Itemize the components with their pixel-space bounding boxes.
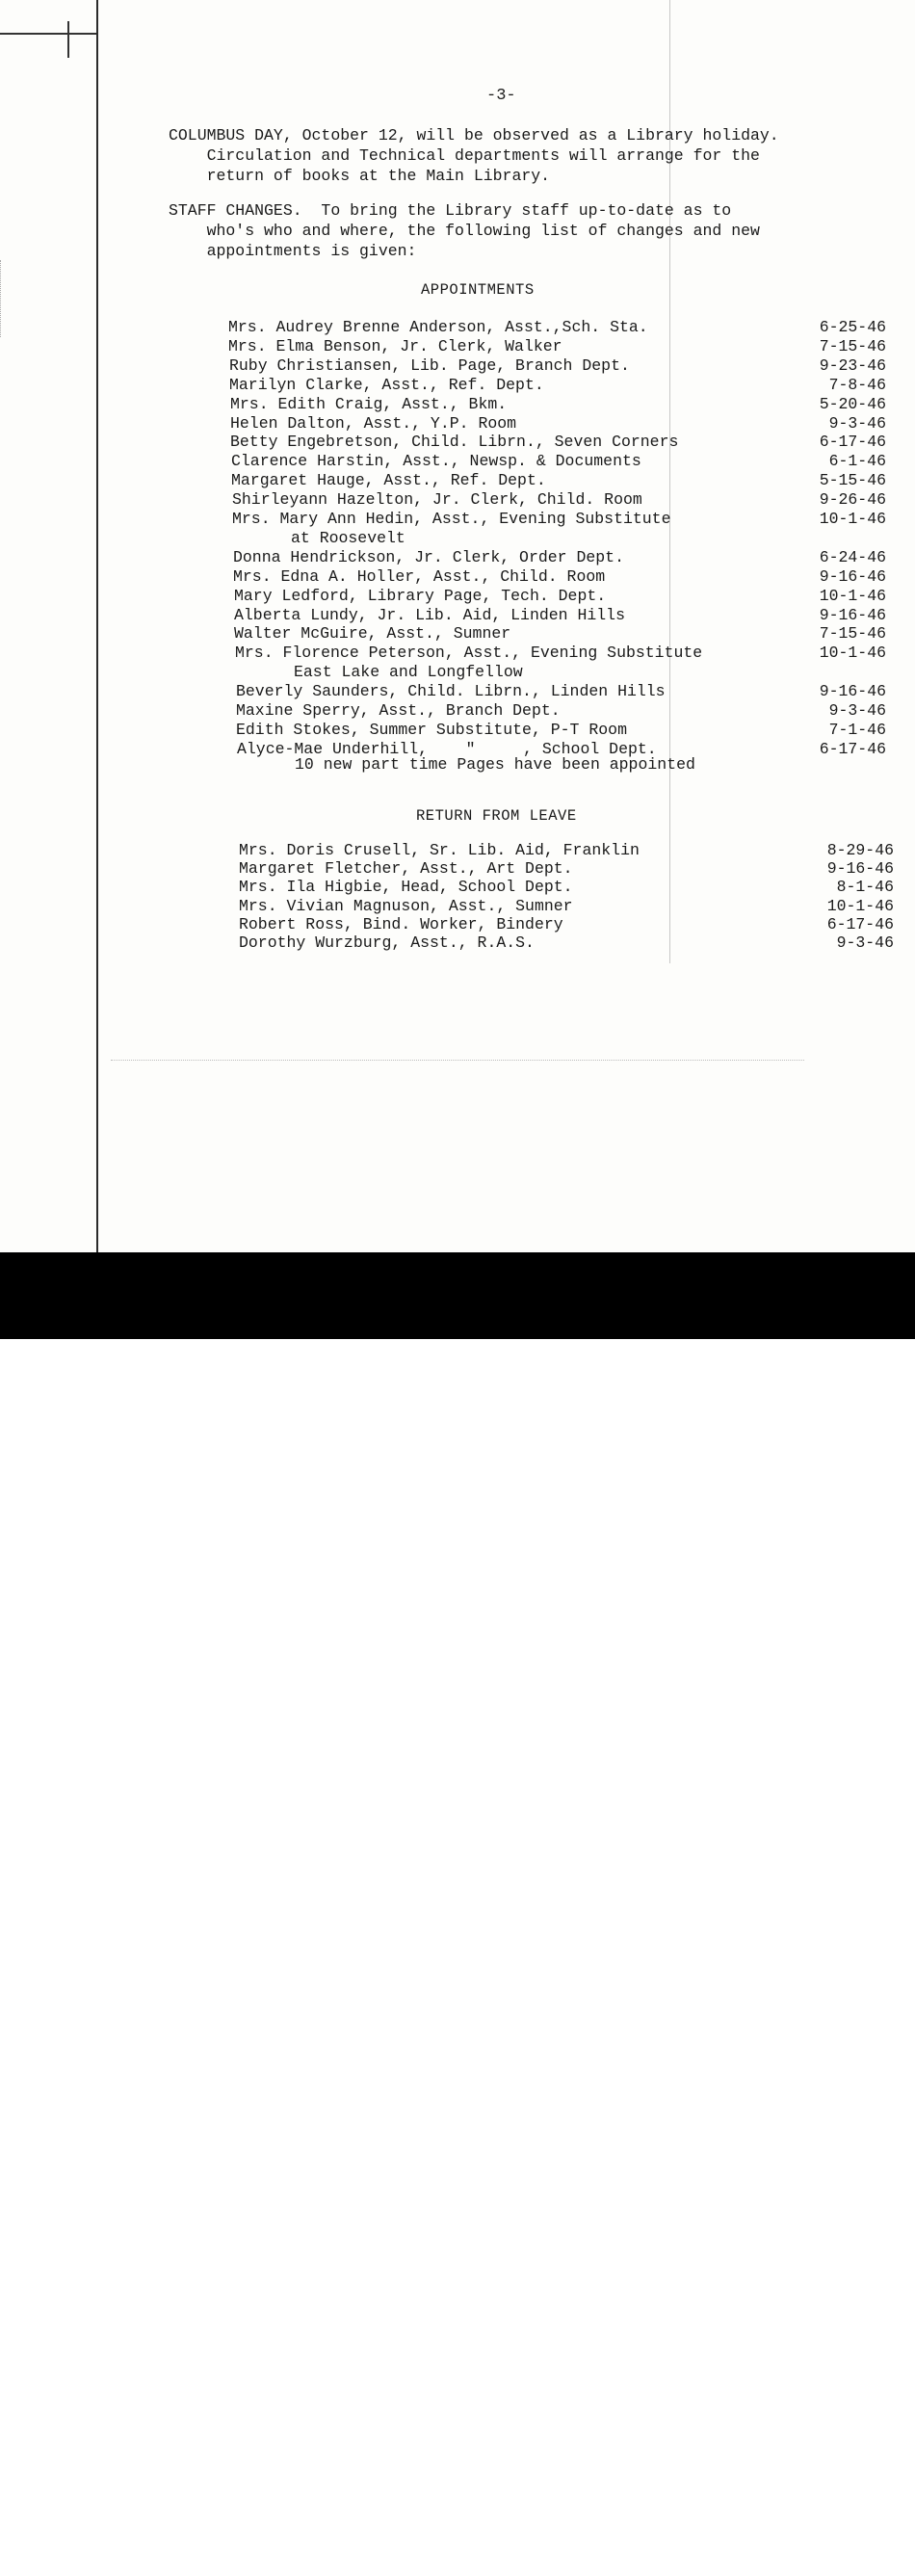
leave-entry-date: 8-1-46 (836, 878, 894, 897)
appointment-name: Beverly Saunders, Child. Librn., Linden Hills (236, 682, 666, 701)
leave-entry-date: 9-16-46 (826, 859, 894, 879)
appointment-date: 6-24-46 (819, 547, 886, 566)
appointment-date: 9-3-46 (828, 701, 886, 720)
appointment-name: Edith Stokes, Summer Substitute, P-T Room (236, 720, 627, 739)
leave-entry-name: Mrs. Doris Crusell, Sr. Lib. Aid, Franklin (239, 841, 640, 859)
appointment-name: Mrs. Elma Benson, Jr. Clerk, Walker (228, 336, 562, 355)
appointment-date: 9-16-46 (819, 566, 886, 586)
appointment-name: Shirleyann Hazelton, Jr. Clerk, Child. Room (232, 490, 642, 510)
binding-line (96, 0, 98, 1252)
document-page (0, 0, 915, 1252)
appointment-date: 9-16-46 (819, 605, 886, 624)
paragraph-line: Circulation and Technical departments will arrange for the (169, 146, 760, 165)
appointment-name: Betty Engebretson, Child. Librn., Seven Corners (230, 433, 679, 452)
appointment-date: 9-16-46 (819, 682, 886, 701)
appointment-name: Maxine Sperry, Asst., Branch Dept. (236, 701, 561, 720)
leave-entry-date: 9-3-46 (836, 933, 894, 952)
watermark-footer-bar (0, 1252, 915, 2576)
appointment-date: 7-8-46 (828, 375, 886, 394)
page-number: -3- (486, 87, 516, 105)
appointment-date: 10-1-46 (819, 510, 886, 528)
leave-entry-name: Margaret Fletcher, Asst., Art Dept. (239, 859, 573, 879)
appointment-name: Clarence Harstin, Asst., Newsp. & Documents (231, 452, 641, 471)
leave-entry-date: 10-1-46 (826, 896, 894, 915)
appointment-date: 9-3-46 (828, 413, 886, 433)
appointment-date: 6-17-46 (819, 433, 886, 452)
appointment-date: 6-1-46 (828, 452, 886, 471)
paragraph-line: appointments is given: (169, 242, 417, 260)
paragraph-line: COLUMBUS DAY, October 12, will be observed as a Library holiday. (169, 126, 779, 145)
leave-entry-date: 6-17-46 (826, 914, 894, 933)
appointment-continuation: at Roosevelt (291, 528, 405, 547)
appointment-name: Mrs. Florence Peterson, Asst., Evening Substitute (235, 644, 703, 663)
appointment-name: Helen Dalton, Asst., Y.P. Room (230, 413, 517, 433)
appointment-name: Marilyn Clarke, Asst., Ref. Dept. (229, 375, 544, 394)
appointment-date: 6-17-46 (819, 739, 886, 758)
appointment-date: 10-1-46 (819, 644, 886, 663)
appointment-name: Mary Ledford, Library Page, Tech. Dept. (234, 586, 607, 605)
edge-marks (0, 260, 30, 337)
appointments-note: 10 new part time Pages have been appointed (295, 754, 695, 774)
appointment-date: 10-1-46 (819, 586, 886, 605)
paragraph-line: STAFF CHANGES. To bring the Library staff up-to-date as to (169, 201, 732, 220)
bottom-dotted-edge (111, 1060, 804, 1062)
paragraph-line: return of books at the Main Library. (169, 167, 551, 185)
appointment-name: Ruby Christiansen, Lib. Page, Branch Dept. (229, 355, 630, 375)
appointment-name: Donna Hendrickson, Jr. Clerk, Order Dept. (233, 547, 624, 566)
leave-entry-name: Mrs. Vivian Magnuson, Asst., Sumner (239, 896, 573, 915)
return-from-leave-heading: RETURN FROM LEAVE (416, 807, 577, 825)
appointment-name: Mrs. Edith Craig, Asst., Bkm. (230, 394, 508, 413)
appointment-name: Walter McGuire, Asst., Sumner (234, 624, 511, 644)
appointment-date: 7-1-46 (828, 720, 886, 739)
paragraph-line: who's who and where, the following list of changes and new (169, 222, 760, 240)
appointment-continuation: East Lake and Longfellow (294, 663, 523, 682)
appointment-name: Mrs. Audrey Brenne Anderson, Asst.,Sch. Sta. (228, 318, 648, 336)
leave-entry-name: Mrs. Ila Higbie, Head, School Dept. (239, 878, 573, 897)
appointment-name: Margaret Hauge, Asst., Ref. Dept. (231, 471, 546, 490)
appointment-name: Alyce-Mae Underhill, " , School Dept. (237, 739, 657, 758)
appointment-date: 9-26-46 (819, 490, 886, 510)
appointment-date: 5-20-46 (819, 394, 886, 413)
appointment-date: 6-25-46 (819, 318, 886, 336)
punch-mark (0, 33, 96, 35)
appointments-heading: APPOINTMENTS (421, 281, 535, 299)
leave-entry-name: Dorothy Wurzburg, Asst., R.A.S. (239, 933, 535, 952)
leave-entry-name: Robert Ross, Bind. Worker, Bindery (239, 914, 563, 933)
appointment-date: 5-15-46 (819, 471, 886, 490)
punch-mark-vertical (67, 21, 69, 58)
appointment-date: 7-15-46 (819, 624, 886, 644)
alamy-logo: alamy (35, 2520, 194, 2576)
appointment-name: Mrs. Mary Ann Hedin, Asst., Evening Substitute (232, 510, 671, 528)
appointment-name: Alberta Lundy, Jr. Lib. Aid, Linden Hills (234, 605, 625, 624)
leave-entry-date: 8-29-46 (826, 841, 894, 859)
appointment-date: 9-23-46 (819, 355, 886, 375)
image-id: 3AKCJK1 (801, 2524, 881, 2543)
appointment-name: Mrs. Edna A. Holler, Asst., Child. Room (233, 566, 606, 586)
site-url: www.alamy.com (771, 2557, 881, 2573)
appointment-date: 7-15-46 (819, 336, 886, 355)
